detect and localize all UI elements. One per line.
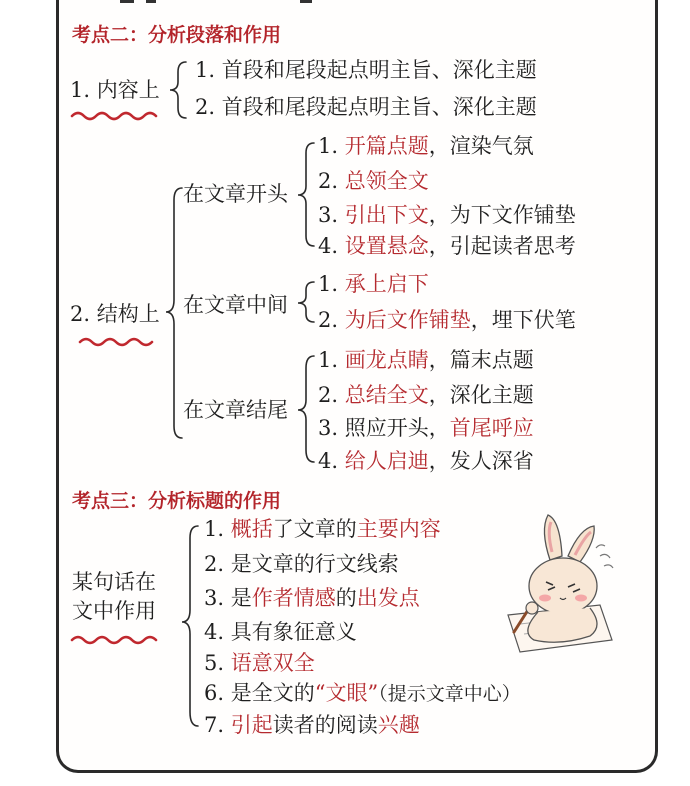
beginning-label: 在文章开头 [183, 182, 288, 206]
title-item-4: 4. 具有象征意义 [204, 620, 357, 644]
content-label: 1. 内容上 [70, 78, 160, 102]
structure-label: 2. 结构上 [70, 302, 160, 326]
wavy-underline-section3 [72, 637, 156, 643]
brace-beginning [298, 143, 314, 246]
wavy-underline-content [72, 113, 156, 119]
brace-ending [298, 356, 314, 462]
beginning-item-1: 1. 开篇点题，渲染气氛 [318, 134, 534, 158]
brace-content [170, 62, 186, 118]
beginning-item-4: 4. 设置悬念，引起读者思考 [318, 234, 576, 258]
section3-label-line1: 某句话在 [72, 570, 156, 594]
ending-item-4: 4. 给人启迪，发人深省 [318, 449, 534, 473]
ending-label: 在文章结尾 [183, 398, 288, 422]
bunny-writing-icon [508, 515, 613, 652]
beginning-item-3: 3. 引出下文，为下文作铺垫 [318, 203, 576, 227]
brace-structure [166, 188, 182, 438]
content-item-2: 2. 首段和尾段起点明主旨、深化主题 [195, 95, 537, 119]
brace-section3 [182, 526, 198, 726]
wavy-underline-structure [80, 339, 152, 345]
content-item-1: 1. 首段和尾段起点明主旨、深化主题 [195, 58, 537, 82]
section3-label-line2: 文中作用 [72, 599, 156, 623]
title-item-6: 6. 是全文的“文眼”（提示文章中心） [204, 681, 521, 705]
middle-item-1: 1. 承上启下 [318, 272, 429, 296]
title-item-3: 3. 是作者情感的出发点 [204, 586, 420, 610]
brace-middle [298, 282, 314, 322]
title-item-7: 7. 引起读者的阅读兴趣 [204, 713, 420, 737]
title-item-5: 5. 语意双全 [204, 651, 315, 675]
ending-item-2: 2. 总结全文，深化主题 [318, 383, 534, 407]
section2-heading: 考点二：分析段落和作用 [72, 24, 282, 46]
middle-item-2: 2. 为后文作铺垫，埋下伏笔 [318, 308, 576, 332]
title-item-1: 1. 概括了文章的主要内容 [204, 517, 441, 541]
ending-item-1: 1. 画龙点睛，篇末点题 [318, 348, 534, 372]
title-item-2: 2. 是文章的行文线索 [204, 552, 399, 576]
ending-item-3: 3. 照应开头，首尾呼应 [318, 416, 534, 440]
middle-label: 在文章中间 [183, 293, 288, 317]
section3-heading: 考点三：分析标题的作用 [72, 490, 282, 512]
beginning-item-2: 2. 总领全文 [318, 169, 429, 193]
